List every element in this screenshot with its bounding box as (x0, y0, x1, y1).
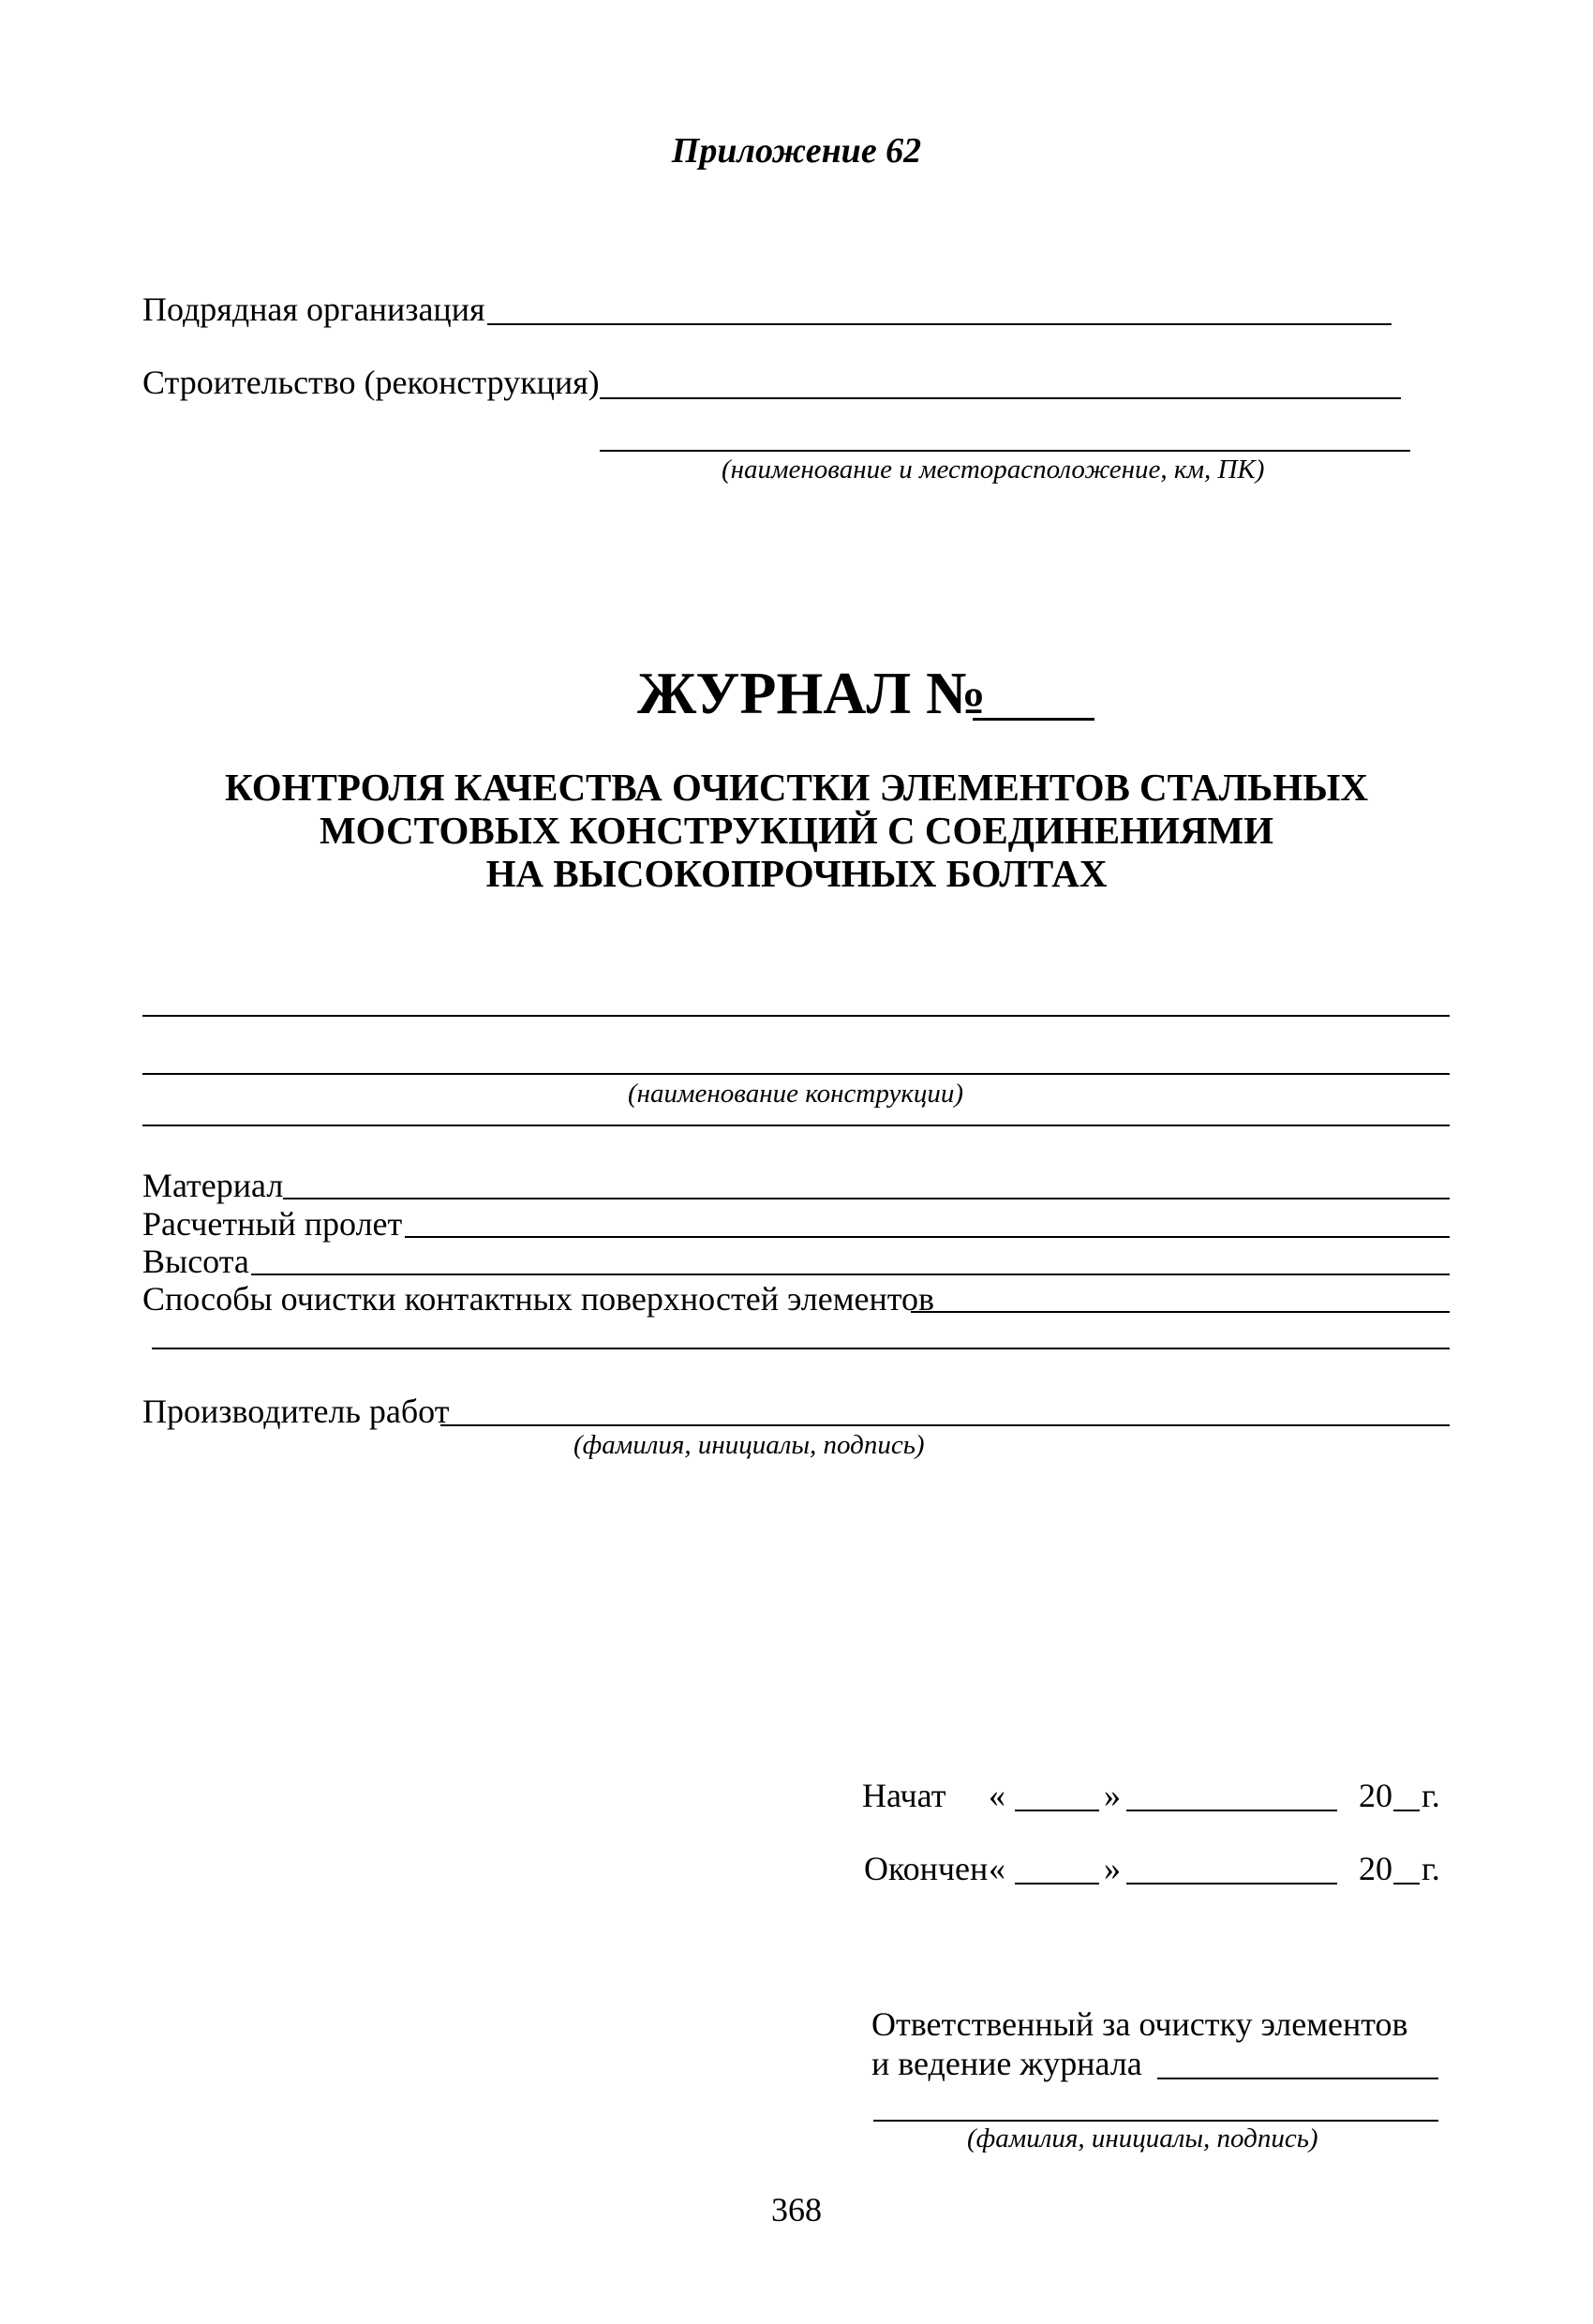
started-month-line[interactable] (1126, 1810, 1337, 1811)
responsible-signature-line[interactable] (873, 2120, 1438, 2122)
foreman-line[interactable] (440, 1424, 1450, 1426)
construction-name-line-3[interactable] (142, 1125, 1450, 1126)
responsible-line[interactable] (1157, 2078, 1438, 2079)
foreman-label: Производитель работ (142, 1393, 450, 1430)
span-line[interactable] (405, 1236, 1450, 1238)
cleaning-methods-line-2[interactable] (152, 1348, 1450, 1349)
started-open-quote: « (989, 1777, 1005, 1814)
finished-month-line[interactable] (1126, 1883, 1337, 1885)
journal-subtitle-line-3: НА ВЫСОКОПРОЧНЫХ БОЛТАХ (485, 852, 1108, 895)
material-line[interactable] (283, 1198, 1450, 1199)
finished-year-line[interactable] (1393, 1883, 1420, 1885)
height-line[interactable] (251, 1274, 1450, 1275)
construction-name-line-2[interactable] (142, 1073, 1450, 1075)
started-label: Начат (862, 1777, 946, 1814)
finished-open-quote: « (989, 1850, 1005, 1887)
material-label: Материал (142, 1167, 284, 1204)
journal-subtitle-line-2: МОСТОВЫХ КОНСТРУКЦИЙ С СОЕДИНЕНИЯМИ (319, 809, 1274, 852)
construction-label: Строительство (реконструкция) (142, 364, 600, 401)
started-year-line[interactable] (1393, 1810, 1420, 1811)
construction-name-line-1[interactable] (142, 1015, 1450, 1017)
journal-subtitle-line-1: КОНТРОЛЯ КАЧЕСТВА ОЧИСТКИ ЭЛЕМЕНТОВ СТАЛЬНЫХ (225, 766, 1368, 809)
foreman-caption: (фамилия, инициалы, подпись) (573, 1430, 925, 1460)
construction-location-caption: (наименование и месторасположение, км, ПК) (722, 454, 1265, 484)
cleaning-methods-label: Способы очистки контактных поверхностей элементов (142, 1280, 935, 1318)
construction-line[interactable] (600, 397, 1401, 399)
construction-line-2[interactable] (600, 450, 1410, 452)
finished-year-suffix: г. (1422, 1850, 1440, 1887)
journal-title: ЖУРНАЛ № (637, 660, 987, 726)
contractor-line[interactable] (487, 323, 1392, 325)
journal-number-line[interactable] (973, 718, 1094, 721)
started-year-suffix: г. (1422, 1777, 1440, 1814)
contractor-label: Подрядная организация (142, 290, 485, 328)
finished-label: Окончен (864, 1850, 989, 1887)
started-year-prefix: 20 (1359, 1777, 1392, 1814)
started-close-quote: » (1104, 1777, 1121, 1814)
responsible-caption: (фамилия, инициалы, подпись) (967, 2123, 1318, 2153)
responsible-label-line-1: Ответственный за очистку элементов (871, 2005, 1408, 2043)
appendix-heading: Приложение 62 (671, 131, 922, 171)
span-label: Расчетный пролет (142, 1205, 403, 1243)
height-label: Высота (142, 1243, 249, 1280)
finished-year-prefix: 20 (1359, 1850, 1392, 1887)
finished-close-quote: » (1104, 1850, 1121, 1887)
responsible-label-line-2: и ведение журнала (871, 2045, 1142, 2082)
construction-name-caption: (наименование конструкции) (628, 1079, 964, 1109)
finished-day-line[interactable] (1015, 1883, 1099, 1885)
cleaning-methods-line[interactable] (911, 1311, 1450, 1313)
page-number: 368 (771, 2191, 822, 2228)
started-day-line[interactable] (1015, 1810, 1099, 1811)
